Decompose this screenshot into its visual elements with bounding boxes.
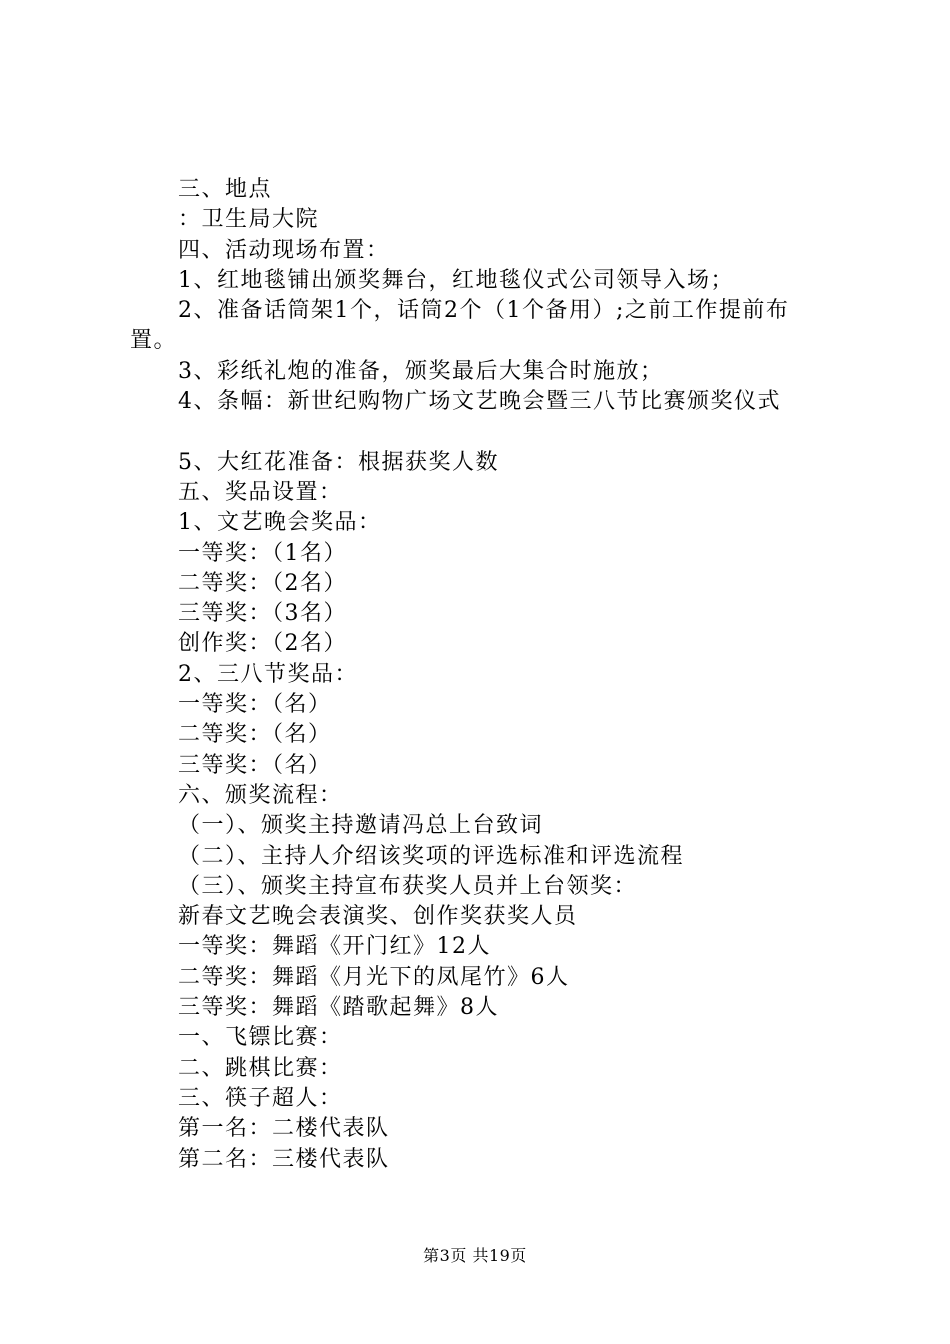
setup-item-4: 4、条幅：新世纪购物广场文艺晚会暨三八节比赛颁奖仪式	[178, 389, 781, 415]
setup-item-2: 2、准备话筒架1个，话筒2个（1个备用）;之前工作提前布置。	[130, 298, 790, 354]
gala-creative-prize: 创作奖：（2名）	[178, 631, 347, 657]
process-step-1: （一）、颁奖主持邀请冯总上台致词	[178, 813, 544, 839]
heading-prizes: 五、奖品设置：	[178, 479, 343, 505]
winner-first: 一等奖：舞蹈《开门红》12人	[178, 934, 491, 960]
document-body	[130, 175, 830, 1175]
blank-line	[130, 417, 830, 447]
gala-third-prize: 三等奖：（3名）	[178, 601, 347, 627]
heading-award-process: 六、颁奖流程：	[178, 782, 343, 808]
process-step-2: （二）、主持人介绍该奖项的评选标准和评选流程	[178, 843, 685, 869]
womens-day-second-prize: 二等奖：（名）	[178, 722, 332, 748]
heading-location: 三、地点	[178, 177, 273, 202]
womens-day-first-prize: 一等奖：（名）	[178, 692, 332, 718]
process-step-3: （三）、颁奖主持宣布获奖人员并上台领奖：	[178, 873, 638, 899]
chopsticks-first-place: 第一名：二楼代表队	[178, 1116, 390, 1142]
gala-first-prize: 一等奖：（1名）	[178, 540, 347, 566]
contest-darts: 一、飞镖比赛：	[178, 1025, 343, 1051]
setup-item-3: 3、彩纸礼炮的准备，颁奖最后大集合时施放；	[178, 358, 664, 384]
prize-group-womens-day: 2、三八节奖品：	[178, 661, 358, 687]
setup-item-5: 5、大红花准备：根据获奖人数	[178, 449, 499, 475]
chopsticks-second-place: 第二名：三楼代表队	[178, 1146, 390, 1172]
womens-day-third-prize: 三等奖：（名）	[178, 752, 332, 778]
prize-group-gala: 1、文艺晚会奖品：	[178, 510, 382, 536]
gala-second-prize: 二等奖：（2名）	[178, 570, 347, 596]
contest-chopsticks: 三、筷子超人：	[178, 1085, 343, 1111]
winners-heading: 新春文艺晚会表演奖、创作奖获奖人员	[178, 904, 578, 930]
location-text: ：卫生局大院	[178, 207, 320, 233]
heading-venue-setup: 四、活动现场布置：	[178, 237, 390, 263]
setup-item-1: 1、红地毯铺出颁奖舞台，红地毯仪式公司领导入场；	[178, 267, 734, 293]
winner-second: 二等奖：舞蹈《月光下的凤尾竹》6人	[178, 964, 570, 990]
winner-third: 三等奖：舞蹈《踏歌起舞》8人	[178, 995, 499, 1021]
page-number-footer: 第3页 共19页	[423, 1246, 527, 1265]
contest-checkers: 二、跳棋比赛：	[178, 1055, 343, 1081]
